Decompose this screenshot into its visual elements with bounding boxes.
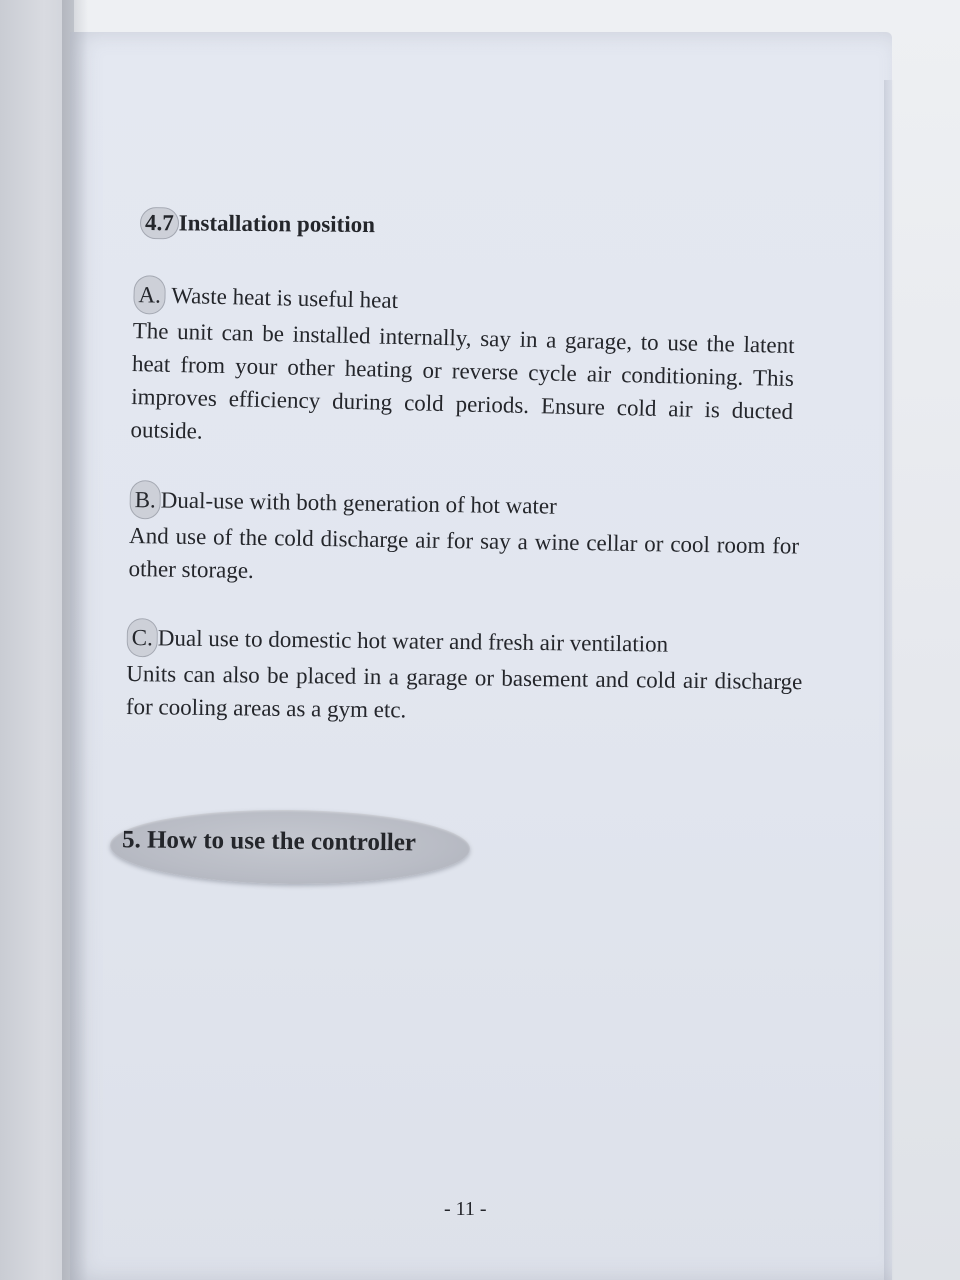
item-c-title: Dual use to domestic hot water and fresh air ventilation xyxy=(157,625,669,657)
section-number-badge: 4.7 xyxy=(140,207,179,239)
item-c-letter-badge: C. xyxy=(127,618,159,657)
item-b-body: And use of the cold discharge air for say a wine cellar or cool room for other storage. xyxy=(128,522,800,583)
item-c-body: Units can also be placed in a garage or basement and cold air discharge for cooling areas as a gym etc. xyxy=(125,660,803,723)
item-a-letter-badge: A. xyxy=(133,275,166,315)
item-b-title: Dual-use with both generation of hot water xyxy=(160,487,557,519)
section-5-heading-pill xyxy=(110,808,471,886)
item-b-letter-badge: B. xyxy=(129,480,161,519)
section-5-title: 5. How to use the controller xyxy=(121,826,417,857)
item-c xyxy=(126,618,803,731)
item-b xyxy=(128,480,800,596)
item-a-body: The unit can be installed internally, say in a garage, to use the latent heat from your other heating or reverse cycle air conditioning. This improves efficiency during cold periods. Ensure cold air is ducted outside. xyxy=(130,317,795,444)
section-heading-installation-position xyxy=(140,207,375,241)
item-a xyxy=(130,275,796,461)
page-number: - 11 - xyxy=(444,1198,487,1220)
section-title: Installation position xyxy=(178,210,376,238)
item-a-title: Waste heat is useful heat xyxy=(170,282,399,313)
